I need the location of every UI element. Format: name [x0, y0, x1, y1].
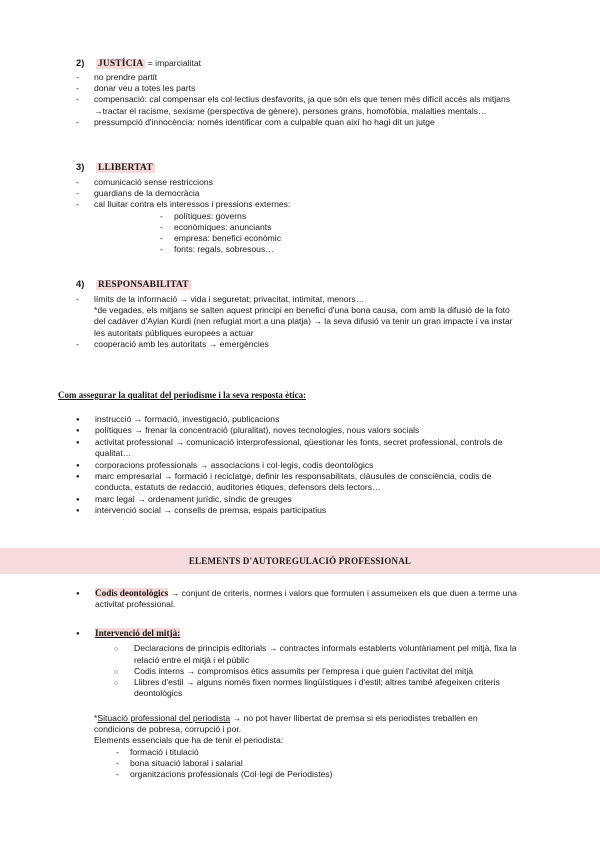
sub-list-item: - fonts: regals, sobresous…: [160, 244, 576, 255]
section-heading-justicia: [76, 57, 201, 69]
term-codis: Codis deontològics: [95, 588, 169, 598]
situacio-sublist: [94, 747, 584, 781]
term-situacio: Situació professional del periodista: [97, 713, 231, 723]
section-heading-llibertat: [76, 161, 155, 173]
section-number: 4): [76, 278, 85, 289]
list-item: ● intervenció social → consells de premsa, espais participatius: [76, 505, 576, 516]
term-intervencio: Intervenció del mitjà:: [95, 628, 181, 638]
list-item: ● instrucció → formació, investigació, publicacions: [76, 414, 576, 425]
sub-list-item: ○ Llibres d'estil → alguns només fixen normes lingüístiques i d'estil; altres també afegeixen criteris deontològics: [114, 677, 576, 699]
sub-list-item: - formació i titulació: [116, 747, 584, 758]
list-item: - guardians de la democràcia: [76, 188, 576, 199]
sub-list-item: - organitzacions professionals (Col·legi de Periodistes): [116, 769, 584, 780]
list-item: ● polítiques → frenar la concentració (pluralitat), noves tecnologies, nous valors socials: [76, 425, 576, 436]
list-item: - cal lluitar contra els interessos i pressions externes: - polítiques: governs - econòmiques: anunciants - empresa: benefici econòmic - fonts: regals, sobresous…: [76, 199, 576, 255]
section-title: JUSTÍCIA: [98, 59, 144, 69]
list-item: - cooperació amb les autoritats → emergències: [76, 339, 576, 350]
codis-list: [76, 588, 576, 611]
situacio-block: *Situació professional del periodista → no pot haver llibertat de premsa si els periodistes treballen en condicions de pobresa, corrupció i por. Elements essencials que ha de tenir el periodista: - formació i titulació - bona situació laboral i salarial - organitzacions professionals (Col·legi de Periodistes): [94, 713, 584, 780]
section-heading-responsabilitat: [76, 278, 191, 290]
intervencio-list: [76, 628, 576, 699]
banner-title: ELEMENTS D'AUTOREGULACIÓ PROFESSIONAL: [188, 556, 412, 566]
section-title: LLIBERTAT: [98, 163, 153, 173]
list-item: - pressumpció d'innocència: només identificar com a culpable quan així ho hagi dit un jutge: [76, 117, 576, 128]
list-item: - comunicació sense restriccions: [76, 177, 576, 188]
quality-heading: Com assegurar la qualitat del periodisme i la seva resposta ètica:: [58, 390, 307, 400]
section-number: 3): [76, 161, 85, 172]
list-item: ● marc legal → ordenament jurídic, síndic de greuges: [76, 494, 576, 505]
intervencio-sublist: [76, 643, 576, 699]
sub-list-item: ○ Declaracions de principis editorials → contractes informals establerts voluntàriament pel mitjà, fixa la relació entre el mitjà i el públic: [114, 643, 576, 665]
sub-list-item: - econòmiques: anunciants: [160, 222, 576, 233]
section-title: RESPONSABILITAT: [98, 280, 189, 290]
sub-list-item: ○ Codis interns → compromisos ètics assumits per l'empresa i que guien l'activitat del mitjà: [114, 666, 576, 677]
sub-list-item: - empresa: benefici econòmic: [160, 233, 576, 244]
justicia-list: [76, 72, 576, 128]
list-item: - no prendre partit: [76, 72, 576, 83]
responsabilitat-list: [76, 294, 576, 350]
quality-list: [76, 414, 576, 517]
list-item: ● Codis deontològics → conjunt de criteris, normes i valors que formulen i assumeixen els que duen a terme una activitat professional.: [76, 588, 576, 611]
section-number: 2): [76, 57, 85, 68]
list-item: ● corporacions professionals → associacions i col·legis, codis deontològics: [76, 460, 576, 471]
list-item: - límits de la informació → vida i seguretat; privacitat, intimitat, menors… *de vegades, els mitjans se salten aquest principi en benefici d'una bona causa, com amb la difusió de la foto del cadàver d'Aylan Kurdi (nen refugiat mort a una platja) → la seva difusió va tenir un gran impacte i va instar les autoritats públiques europees a actuar: [76, 294, 576, 339]
section-subtitle: = imparcialitat: [145, 58, 202, 68]
list-item: - donar veu a totes les parts: [76, 83, 576, 94]
llibertat-sublist: [94, 211, 576, 256]
list-item: - compensació: cal compensar els col·lectius desfavorits, ja que són els que tenen més difícil accés als mitjans →tractar el racisme, sexisme (perspectiva de gènere), persones grans, homofòbia, malalties mentals…: [76, 94, 576, 116]
list-item: ● marc empresarial → formació i reciclatge, definir les responsabilitats, clàusules de consciència, codis de conducta, estatuts de redacció, auditories ètiques, defensors dels lectors…: [76, 471, 576, 494]
list-item: ● activitat professional → comunicació interprofessional, qüestionar les fonts, secret professional, controls de qualitat…: [76, 437, 576, 460]
llibertat-list: [76, 177, 576, 255]
section-banner: [0, 548, 600, 574]
list-item: [76, 628, 576, 699]
sub-list-item: - bona situació laboral i salarial: [116, 758, 584, 769]
sub-list-item: - polítiques: governs: [160, 211, 576, 222]
